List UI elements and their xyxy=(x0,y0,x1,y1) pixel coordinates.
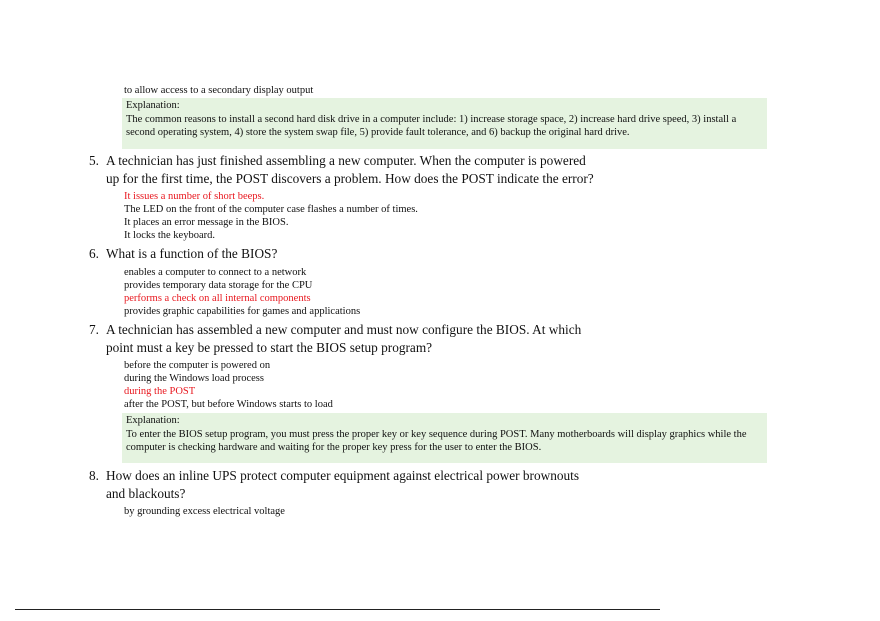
question-text-line2: and blackouts? xyxy=(106,486,186,501)
explanation-box xyxy=(122,98,767,149)
answer-option: It locks the keyboard. xyxy=(124,230,215,241)
explanation-box xyxy=(122,413,767,463)
question-number: 7. xyxy=(89,322,99,337)
question-7 xyxy=(89,321,581,357)
explanation-title: Explanation: xyxy=(126,100,180,111)
answer-option-correct: performs a check on all internal components xyxy=(124,293,311,304)
answer-option: before the computer is powered on xyxy=(124,360,271,371)
question-text-line2: up for the first time, the POST discovers a problem. How does the POST indicate the error? xyxy=(106,171,594,186)
answer-option: The LED on the front of the computer case flashes a number of times. xyxy=(124,204,418,215)
answer-option-correct: It issues a number of short beeps. xyxy=(124,191,265,202)
answer-option: It places an error message in the BIOS. xyxy=(124,217,289,228)
question-text-line1: A technician has just finished assembling a new computer. When the computer is powered xyxy=(106,153,586,168)
explanation-text: To enter the BIOS setup program, you must press the proper key or key sequence during POST. Many motherboards will display graphics while the computer is checking hardware and waiting for the proper key press for the user to enter the BIOS. xyxy=(126,428,747,453)
answer-option: provides graphic capabilities for games and applications xyxy=(124,306,361,317)
answer-option: enables a computer to connect to a network xyxy=(124,267,307,278)
explanation-text: The common reasons to install a second hard disk drive in a computer include: 1) increase storage space, 2) increase hard drive speed, 3) install a second operating system, 4) store the system swap file, 5) provide fault tolerance, and 6) backup the original hard drive. xyxy=(126,113,737,138)
answer-option: during the Windows load process xyxy=(124,373,264,384)
question-8 xyxy=(89,467,579,503)
footer-divider xyxy=(15,609,660,610)
answer-option: by grounding excess electrical voltage xyxy=(124,506,285,517)
question-number: 8. xyxy=(89,468,99,483)
question-number: 6. xyxy=(89,246,99,261)
question-6 xyxy=(89,245,277,263)
question-text-line1: What is a function of the BIOS? xyxy=(106,246,278,261)
answer-option: to allow access to a secondary display output xyxy=(124,85,314,96)
question-text-line1: A technician has assembled a new computer and must now configure the BIOS. At which xyxy=(106,322,582,337)
question-5 xyxy=(89,152,594,188)
question-text-line1: How does an inline UPS protect computer equipment against electrical power brownouts xyxy=(106,468,580,483)
answer-option: after the POST, but before Windows starts to load xyxy=(124,399,333,410)
question-number: 5. xyxy=(89,153,99,168)
answer-option: provides temporary data storage for the CPU xyxy=(124,280,313,291)
explanation-title: Explanation: xyxy=(126,415,180,426)
question-text-line2: point must a key be pressed to start the BIOS setup program? xyxy=(106,340,433,355)
answer-option-correct: during the POST xyxy=(124,386,196,397)
